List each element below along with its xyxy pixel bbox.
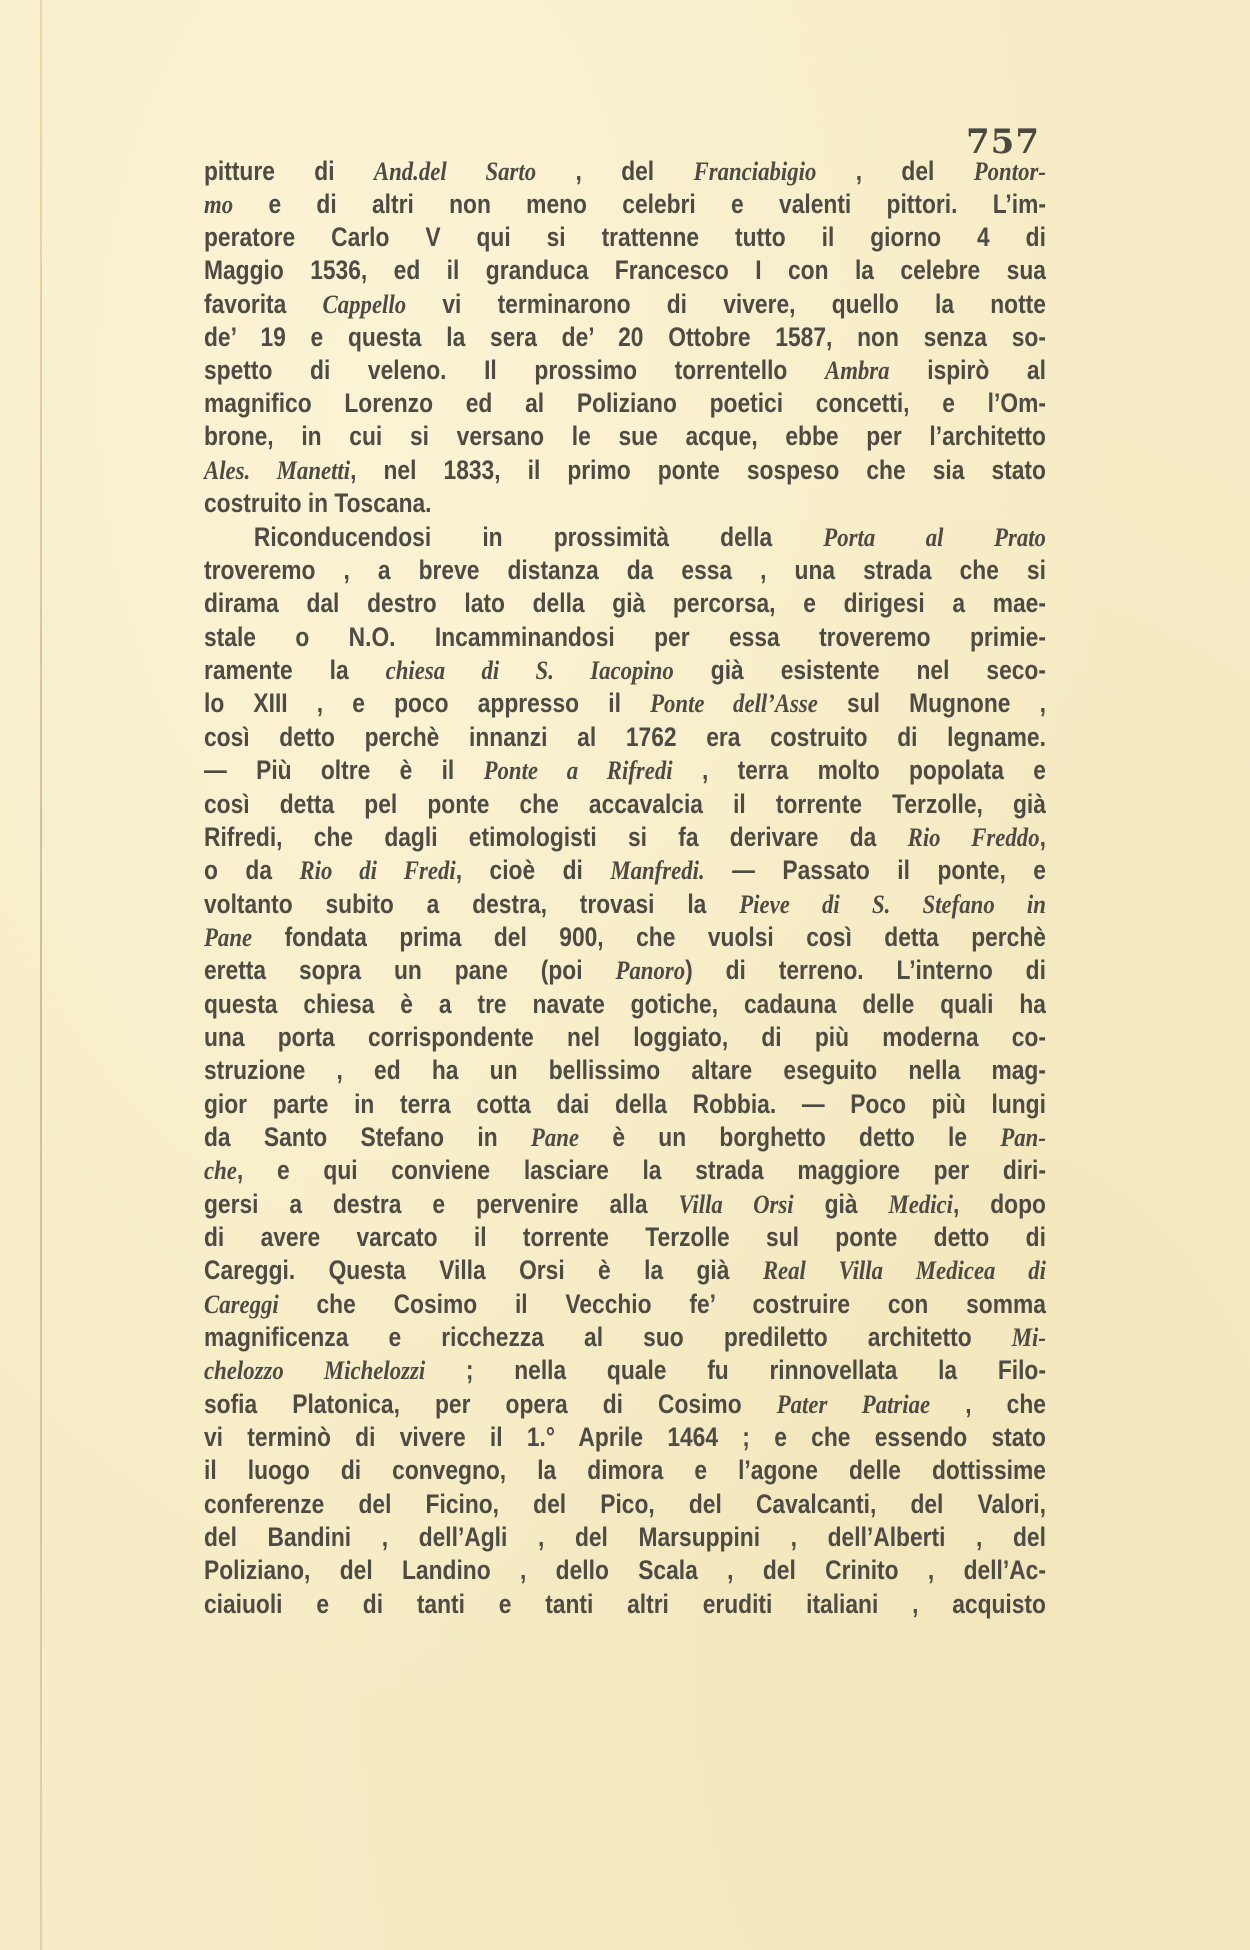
italic-text-run: Pan- — [1000, 1122, 1046, 1152]
text-line — [204, 255, 1046, 285]
italic-text-run: Pieve di S. Stefano in — [739, 889, 1046, 919]
text-line — [204, 688, 1046, 718]
text-line — [204, 1322, 1046, 1352]
text-line — [204, 789, 1046, 819]
italic-text-run: Real Villa Medicea di — [762, 1255, 1046, 1285]
text-run: magnificenza e ricchezza al suo prediletto architetto — [204, 1322, 1012, 1352]
text-line — [204, 822, 1046, 852]
italic-text-run: Porta al Prato — [823, 522, 1046, 552]
italic-text-run: Cappello — [322, 289, 407, 319]
text-run: pitture di — [204, 156, 374, 186]
text-run: ispirò al — [889, 355, 1046, 385]
text-run: sofia Platonica, per opera di Cosimo — [204, 1389, 777, 1419]
text-run: voltanto subito a destra, trovasi la — [204, 889, 740, 919]
text-run: , terra molto popolata e — [672, 755, 1046, 785]
text-run: di avere varcato il torrente Terzolle sul ponte detto di — [204, 1222, 1046, 1252]
text-run: Riconducendosi in prossimità della — [253, 522, 824, 552]
text-line — [204, 989, 1046, 1019]
text-line — [204, 922, 1046, 952]
text-line — [204, 388, 1046, 418]
text-line — [204, 555, 1046, 585]
text-run: , che — [930, 1389, 1046, 1419]
text-run: dirama dal destro lato della già percorsa, e dirigesi a mae- — [204, 588, 1046, 618]
text-run: stale o N.O. Incamminandosi per essa troveremo primie- — [204, 622, 1046, 652]
text-run: costruito in Toscana. — [204, 488, 432, 518]
text-line — [204, 1589, 1046, 1619]
text-line — [204, 355, 1046, 385]
text-run: eretta sopra un pane (poi — [204, 955, 616, 985]
text-run: il luogo di convegno, la dimora e l’agone delle dottissime — [204, 1455, 1046, 1485]
italic-text-run: Mi- — [1011, 1322, 1046, 1352]
text-run: da Santo Stefano in — [204, 1122, 531, 1152]
text-run: troveremo , a breve distanza da essa , una strada che si — [204, 555, 1046, 585]
text-run: così detto perchè innanzi al 1762 era costruito di legname. — [204, 722, 1046, 752]
text-line — [204, 1155, 1046, 1185]
text-run: Rifredi, che dagli etimologisti si fa derivare da — [204, 822, 908, 852]
text-run: brone, in cui si versano le sue acque, ebbe per l’architetto — [204, 421, 1046, 451]
text-run: e di altri non meno celebri e valenti pittori. L’im- — [233, 189, 1046, 219]
text-line — [204, 622, 1046, 652]
text-run: , del — [536, 156, 694, 186]
text-run: Maggio 1536, ed il granduca Francesco I con la celebre sua — [204, 255, 1046, 285]
text-run: è un borghetto detto le — [579, 1122, 1001, 1152]
text-run: , — [1039, 822, 1046, 852]
text-line — [204, 289, 1046, 319]
text-line — [204, 1222, 1046, 1252]
italic-text-run: Pontor- — [973, 156, 1046, 186]
text-line — [204, 455, 1046, 485]
text-run: de’ 19 e questa la sera de’ 20 Ottobre 1587, non senza so- — [204, 322, 1046, 352]
text-run: , e qui conviene lasciare la strada maggiore per diri- — [236, 1155, 1046, 1185]
text-line — [204, 1289, 1046, 1319]
text-run: , nel 1833, il primo ponte sospeso che sia stato — [350, 455, 1046, 485]
text-line — [204, 1022, 1046, 1052]
text-run: Careggi. Questa Villa Orsi è la già — [204, 1255, 763, 1285]
italic-text-run: Medici — [888, 1189, 953, 1219]
italic-text-run: Villa Orsi — [678, 1189, 794, 1219]
text-line — [204, 488, 1046, 518]
text-line — [204, 189, 1046, 219]
text-run: — Più oltre è il — [204, 755, 484, 785]
text-run: favorita — [204, 289, 323, 319]
text-run: magnifico Lorenzo ed al Poliziano poetici concetti, e l’Om- — [204, 388, 1046, 418]
text-line — [204, 889, 1046, 919]
text-line — [204, 588, 1046, 618]
text-line — [204, 222, 1046, 252]
italic-text-run: Panoro — [615, 955, 686, 985]
text-line — [204, 1389, 1046, 1419]
text-run: lo XIII , e poco appresso il — [204, 688, 651, 718]
text-line — [204, 655, 1046, 685]
text-line — [204, 1055, 1046, 1085]
text-line — [204, 1455, 1046, 1485]
text-run: gior parte in terra cotta dai della Robbia. — Poco più lungi — [204, 1089, 1046, 1119]
text-line — [204, 1122, 1046, 1152]
text-line — [204, 955, 1046, 985]
text-run: spetto di veleno. Il prossimo torrentello — [204, 355, 825, 385]
text-line — [204, 322, 1046, 352]
italic-text-run: Ponte a Rifredi — [483, 755, 673, 785]
text-line — [204, 522, 1046, 552]
text-run: ramente la — [204, 655, 386, 685]
page-number: 757 — [966, 122, 1040, 162]
text-run: del Bandini , dell’Agli , del Marsuppini , dell’Alberti , del — [204, 1522, 1046, 1552]
italic-text-run: Ambra — [824, 355, 890, 385]
italic-text-run: Careggi — [204, 1289, 279, 1319]
italic-text-run: chiesa di S. Iacopino — [385, 655, 674, 685]
text-line — [204, 421, 1046, 451]
text-run: che Cosimo il Vecchio fe’ costruire con somma — [278, 1289, 1046, 1319]
text-run: o da — [204, 855, 300, 885]
text-line — [204, 1255, 1046, 1285]
text-run: conferenze del Ficino, del Pico, del Cavalcanti, del Valori, — [204, 1489, 1046, 1519]
text-run: ) di terreno. L’interno di — [685, 955, 1046, 985]
italic-text-run: And.del Sarto — [373, 156, 537, 186]
text-line — [204, 1522, 1046, 1552]
text-run: — Passato il ponte, e — [704, 855, 1046, 885]
text-run: vi terminò di vivere il 1.° Aprile 1464 ; e che essendo stato — [204, 1422, 1046, 1452]
text-line — [204, 1089, 1046, 1119]
italic-text-run: chelozzo Michelozzi — [204, 1355, 426, 1385]
text-run: fondata prima del 900, che vuolsi così detta perchè — [252, 922, 1046, 952]
text-run: , dopo — [952, 1189, 1046, 1219]
text-run: gersi a destra e pervenire alla — [204, 1189, 679, 1219]
text-line — [204, 755, 1046, 785]
text-line — [204, 1189, 1046, 1219]
text-line — [204, 1555, 1046, 1585]
italic-text-run: Pane — [204, 922, 253, 952]
text-line — [204, 722, 1046, 752]
italic-text-run: Franciabigio — [693, 156, 817, 186]
italic-text-run: Ales. Manetti — [204, 455, 351, 485]
italic-text-run: Rio di Fredi — [299, 855, 456, 885]
text-run: ciaiuoli e di tanti e tanti altri eruditi italiani , acquisto — [204, 1589, 1046, 1619]
italic-text-run: Ponte dell’Asse — [650, 688, 818, 718]
text-run: sul Mugnone , — [817, 688, 1046, 718]
text-run: struzione , ed ha un bellissimo altare eseguito nella mag- — [204, 1055, 1046, 1085]
italic-text-run: Pater Patriae — [776, 1389, 931, 1419]
text-line — [204, 1422, 1046, 1452]
text-line — [204, 1489, 1046, 1519]
text-run: così detta pel ponte che accavalcia il torrente Terzolle, già — [204, 789, 1046, 819]
text-line — [204, 855, 1046, 885]
text-run: già — [793, 1189, 889, 1219]
italic-text-run: mo — [204, 189, 234, 219]
text-line — [204, 156, 1046, 186]
text-run: peratore Carlo V qui si trattenne tutto il giorno 4 di — [204, 222, 1046, 252]
text-run: ; nella quale fu rinnovellata la Filo- — [425, 1355, 1046, 1385]
text-run: già esistente nel seco- — [673, 655, 1046, 685]
text-run: questa chiesa è a tre navate gotiche, cadauna delle quali ha — [204, 989, 1046, 1019]
text-line — [204, 1355, 1046, 1385]
text-run: , del — [816, 156, 974, 186]
text-run: vi terminarono di vivere, quello la notte — [406, 289, 1046, 319]
text-run: una porta corrispondente nel loggiato, di più moderna co- — [204, 1022, 1046, 1052]
italic-text-run: Rio Freddo — [907, 822, 1040, 852]
text-run: Poliziano, del Landino , dello Scala , del Crinito , dell’Ac- — [204, 1555, 1046, 1585]
italic-text-run: Pane — [530, 1122, 580, 1152]
italic-text-run: che — [204, 1155, 237, 1185]
italic-text-run: Manfredi. — [610, 855, 705, 885]
text-run: , cioè di — [455, 855, 611, 885]
page-fold-line — [40, 0, 42, 1950]
